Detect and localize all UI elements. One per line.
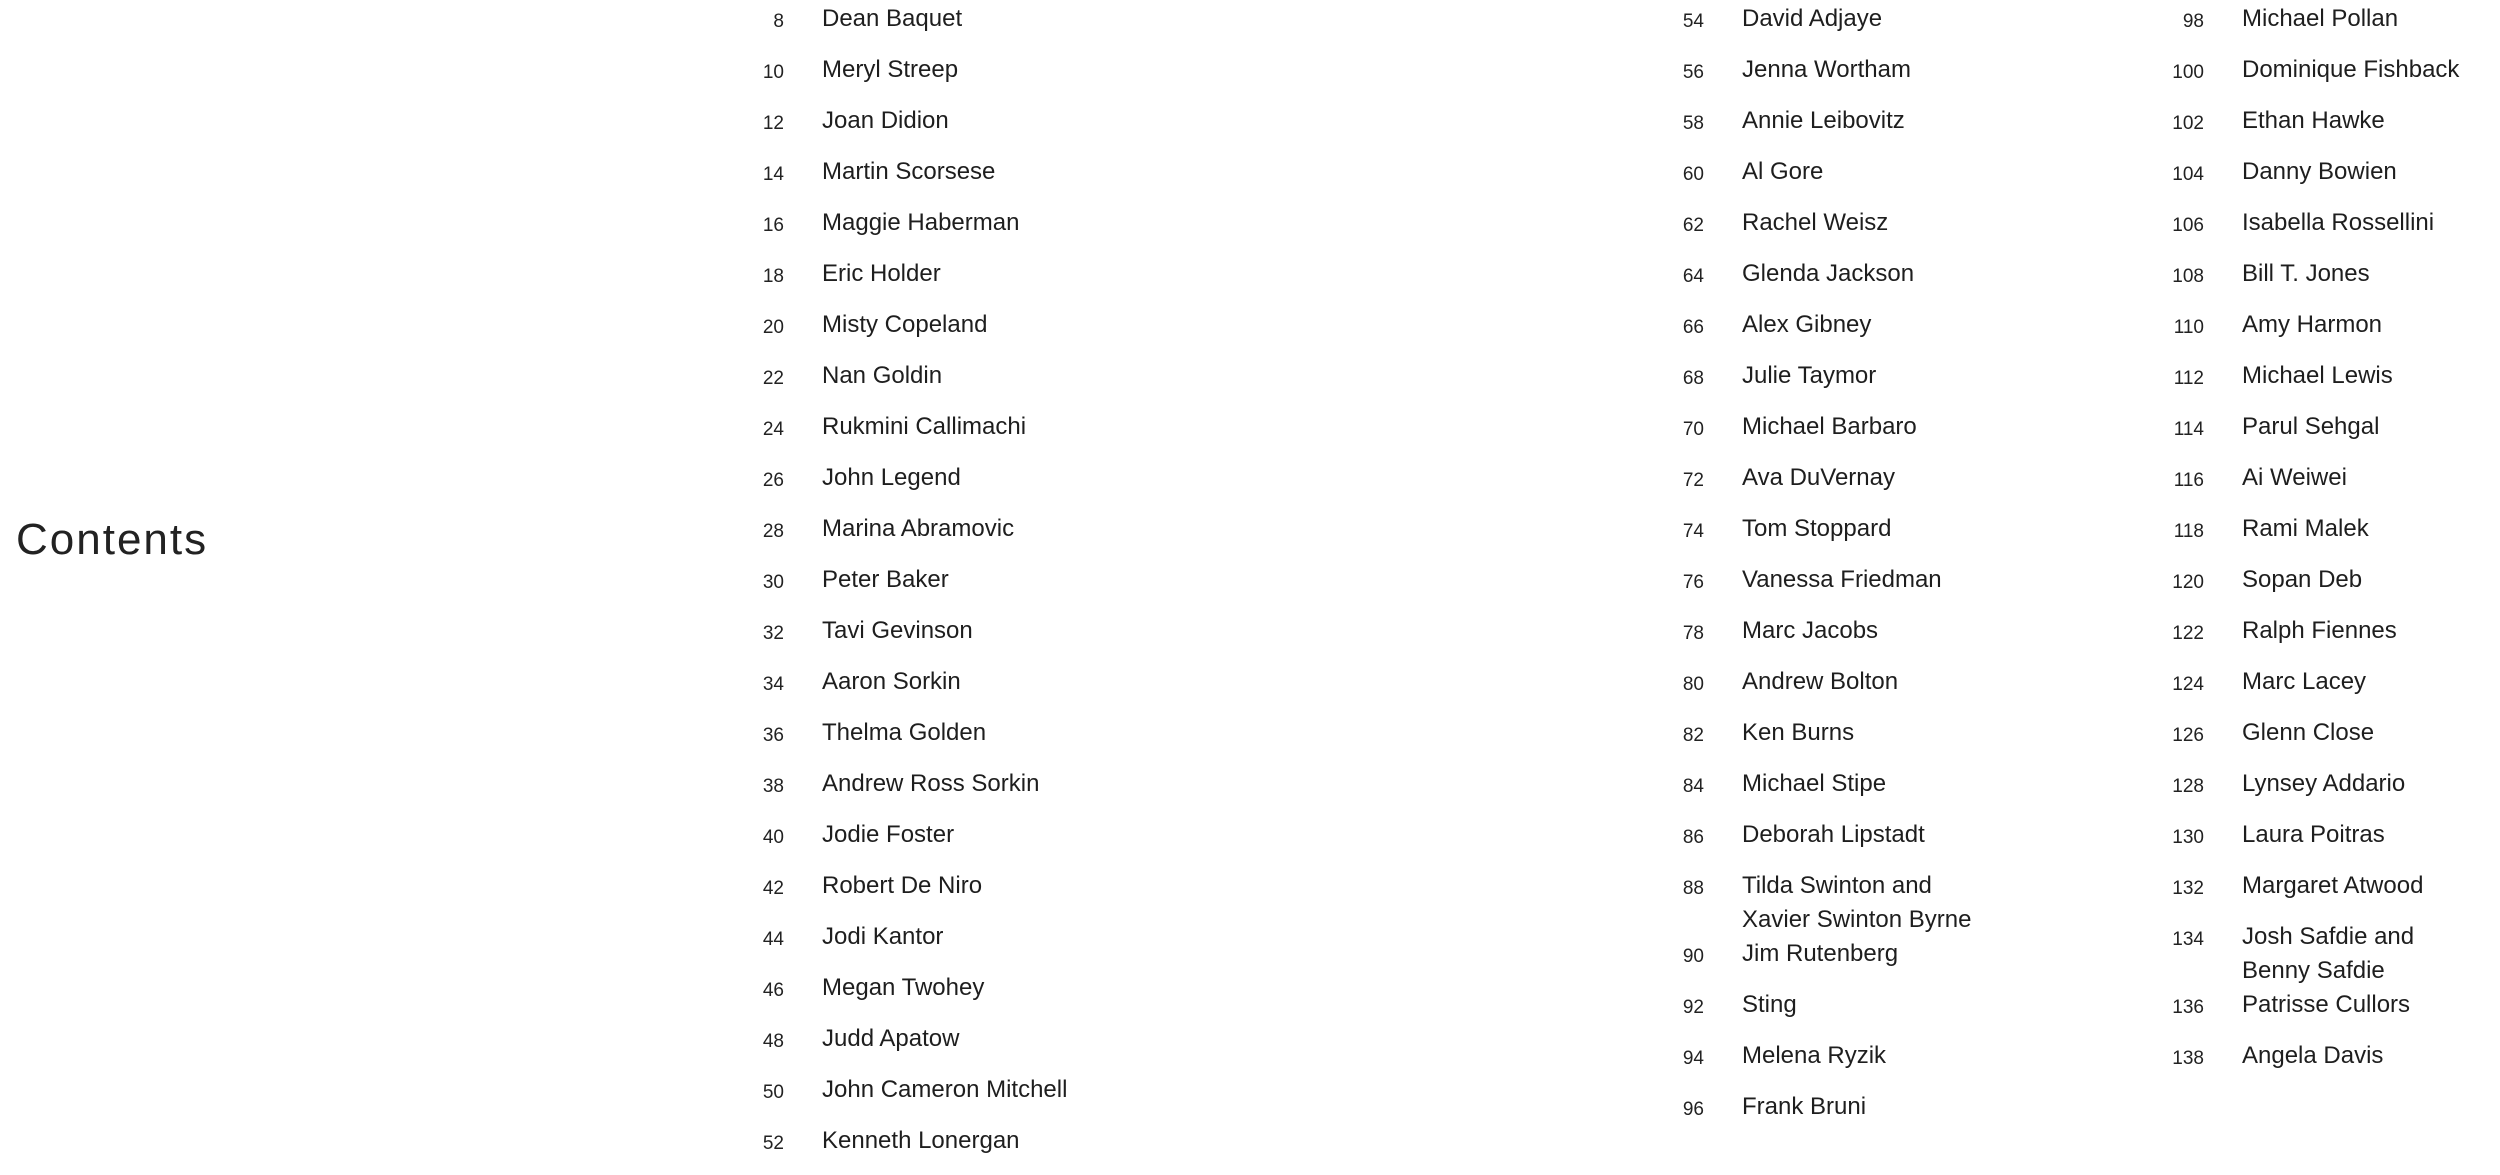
page-number: 98 <box>2182 11 2204 32</box>
page-number: 130 <box>2172 827 2204 848</box>
entry-name <box>822 257 941 291</box>
entry-name-line: Tilda Swinton and <box>1742 872 1932 899</box>
page-number: 36 <box>762 725 784 746</box>
contents-entry <box>2160 257 2459 308</box>
contents-entry <box>740 155 1067 206</box>
contents-entry <box>740 1124 1067 1175</box>
contents-entry <box>1660 308 1971 359</box>
page-number: 64 <box>1682 266 1704 287</box>
contents-entry <box>740 920 1067 971</box>
entry-name <box>1742 818 1925 852</box>
entry-name-line: Vanessa Friedman <box>1742 566 1942 593</box>
entry-name <box>822 155 995 189</box>
entry-name <box>2242 206 2434 240</box>
entry-name <box>1742 2 1882 36</box>
entry-name-line: Rachel Weisz <box>1742 209 1889 236</box>
page-number: 44 <box>762 929 784 950</box>
entry-name-line: Judd Apatow <box>822 1025 960 1052</box>
contents-entry <box>740 614 1067 665</box>
page-number: 134 <box>2172 929 2204 950</box>
entry-name-line: Sting <box>1742 991 1797 1018</box>
entry-name <box>1742 614 1878 648</box>
contents-entry <box>740 512 1067 563</box>
contents-entry <box>740 308 1067 359</box>
contents-entry <box>740 206 1067 257</box>
page-number: 114 <box>2173 419 2204 440</box>
entry-name <box>2242 308 2382 342</box>
contents-entry <box>2160 869 2459 920</box>
page-number: 132 <box>2172 878 2204 899</box>
entry-name-line: Lynsey Addario <box>2242 770 2406 797</box>
contents-entry <box>1660 818 1971 869</box>
entry-name <box>1742 257 1914 291</box>
entry-name-line: Joan Didion <box>822 107 949 134</box>
entry-name <box>822 104 949 138</box>
contents-entry <box>2160 563 2459 614</box>
entry-name <box>1742 206 1888 240</box>
contents-entry <box>740 1073 1067 1124</box>
contents-entry <box>1660 1090 1971 1141</box>
page-number: 82 <box>1682 725 1704 746</box>
contents-entry <box>740 563 1067 614</box>
entry-name <box>822 359 942 393</box>
contents-entry <box>1660 206 1971 257</box>
entry-name-line: Andrew Bolton <box>1742 668 1899 695</box>
entry-name <box>822 1073 1067 1107</box>
entry-name-line: Rami Malek <box>2242 515 2369 542</box>
entry-name-line: Frank Bruni <box>1742 1093 1867 1120</box>
page-number: 102 <box>2172 113 2204 134</box>
entry-name-line: Tom Stoppard <box>1742 515 1892 542</box>
entry-name <box>2242 920 2414 988</box>
contents-entry <box>1660 1039 1971 1090</box>
entry-name-line: Andrew Ross Sorkin <box>822 770 1040 797</box>
page-number: 16 <box>762 215 784 236</box>
contents-entry <box>2160 359 2459 410</box>
contents-entry <box>740 257 1067 308</box>
entry-name-line: David Adjaye <box>1742 5 1883 32</box>
entry-name <box>2242 2 2398 36</box>
entry-name-line: Tavi Gevinson <box>822 617 973 644</box>
entry-name-line: Ava DuVernay <box>1742 464 1895 491</box>
entry-name-line: Jodi Kantor <box>822 923 944 950</box>
contents-entry <box>740 665 1067 716</box>
entry-name-line: Benny Safdie <box>2242 957 2385 984</box>
entry-name-line: Michael Lewis <box>2242 362 2393 389</box>
entry-name-line: Dean Baquet <box>822 5 963 32</box>
page-number: 120 <box>2172 572 2204 593</box>
entry-name-line: Jenna Wortham <box>1742 56 1911 83</box>
page-number: 22 <box>762 368 784 389</box>
contents-entry <box>2160 614 2459 665</box>
entry-name <box>1742 410 1917 444</box>
page-number: 42 <box>762 878 784 899</box>
entry-name-line: Megan Twohey <box>822 974 985 1001</box>
contents-entry <box>740 359 1067 410</box>
entry-name <box>1742 767 1886 801</box>
contents-entry <box>2160 716 2459 767</box>
entry-name <box>822 665 961 699</box>
entry-name <box>2242 104 2385 138</box>
entry-name <box>822 920 943 954</box>
contents-entry <box>740 461 1067 512</box>
entry-name-line: Glenn Close <box>2242 719 2375 746</box>
page-number: 104 <box>2172 164 2204 185</box>
page-number: 20 <box>762 317 784 338</box>
contents-entry <box>1660 767 1971 818</box>
entry-name-line: John Cameron Mitchell <box>822 1076 1068 1103</box>
entry-name <box>2242 461 2347 495</box>
entry-name <box>2242 767 2405 801</box>
page-number: 66 <box>1682 317 1704 338</box>
page-number: 60 <box>1682 164 1704 185</box>
page-number: 96 <box>1682 1099 1704 1120</box>
contents-entry <box>1660 257 1971 308</box>
contents-entry <box>740 410 1067 461</box>
contents-entry <box>1660 155 1971 206</box>
page-number: 78 <box>1682 623 1704 644</box>
page-number: 106 <box>2172 215 2204 236</box>
entry-name <box>822 206 1019 240</box>
entry-name <box>2242 869 2423 903</box>
contents-entry <box>2160 308 2459 359</box>
page-number: 86 <box>1682 827 1704 848</box>
entry-name <box>822 53 958 87</box>
entry-name-line: Jim Rutenberg <box>1742 940 1899 967</box>
entry-name-line: Xavier Swinton Byrne <box>1742 906 1972 933</box>
page-number: 74 <box>1682 521 1704 542</box>
entry-name-line: Marina Abramovic <box>822 515 1015 542</box>
contents-entry <box>2160 1039 2459 1090</box>
contents-entry <box>2160 461 2459 512</box>
page-number: 26 <box>762 470 784 491</box>
contents-column-1 <box>740 2 1067 1175</box>
page-number: 100 <box>2172 62 2204 83</box>
entry-name <box>1742 716 1854 750</box>
entry-name-line: Sopan Deb <box>2242 566 2363 593</box>
page-number: 92 <box>1682 997 1704 1018</box>
entry-name-line: Kenneth Lonergan <box>822 1127 1020 1154</box>
entry-name <box>2242 818 2385 852</box>
contents-entry <box>740 767 1067 818</box>
entry-name-line: Al Gore <box>1742 158 1824 185</box>
page-number: 18 <box>762 266 784 287</box>
contents-entry <box>2160 53 2459 104</box>
entry-name-line: Parul Sehgal <box>2242 413 2380 440</box>
page-number: 118 <box>2173 521 2204 542</box>
entry-name-line: Aaron Sorkin <box>822 668 961 695</box>
entry-name <box>1742 512 1891 546</box>
entry-name <box>822 2 962 36</box>
entry-name-line: Laura Poitras <box>2242 821 2385 848</box>
contents-entry <box>1660 53 1971 104</box>
entry-name <box>2242 716 2374 750</box>
contents-entry <box>2160 512 2459 563</box>
entry-name <box>2242 1039 2383 1073</box>
entry-name <box>822 410 1026 444</box>
entry-name <box>822 512 1014 546</box>
entry-name-line: Deborah Lipstadt <box>1742 821 1925 848</box>
contents-entry <box>740 971 1067 1022</box>
entry-name <box>822 971 984 1005</box>
entry-name <box>1742 461 1895 495</box>
entry-name-line: Marc Lacey <box>2242 668 2367 695</box>
contents-entry <box>2160 988 2459 1039</box>
entry-name-line: Annie Leibovitz <box>1742 107 1905 134</box>
page-number: 126 <box>2172 725 2204 746</box>
entry-name <box>2242 155 2397 189</box>
entry-name <box>2242 512 2369 546</box>
page-number: 8 <box>773 11 784 32</box>
entry-name-line: Jodie Foster <box>822 821 955 848</box>
entry-name-line: Marc Jacobs <box>1742 617 1879 644</box>
entry-name-line: Patrisse Cullors <box>2242 991 2411 1018</box>
entry-name-line: Rukmini Callimachi <box>822 413 1027 440</box>
entry-name-line: Melena Ryzik <box>1742 1042 1887 1069</box>
entry-name <box>2242 614 2397 648</box>
contents-entry <box>2160 920 2459 988</box>
entry-name-line: Michael Barbaro <box>1742 413 1917 440</box>
contents-entry <box>1660 461 1971 512</box>
entry-name <box>1742 104 1905 138</box>
entry-name <box>1742 1090 1866 1124</box>
page-number: 30 <box>762 572 784 593</box>
page-number: 24 <box>762 419 784 440</box>
contents-entry <box>1660 988 1971 1039</box>
entry-name <box>822 818 954 852</box>
page-number: 138 <box>2172 1048 2204 1069</box>
entry-name-line: Ken Burns <box>1742 719 1855 746</box>
page-number: 58 <box>1682 113 1704 134</box>
contents-entry <box>2160 104 2459 155</box>
contents-column-2 <box>1660 2 1971 1141</box>
entry-name <box>822 1124 1020 1158</box>
page-number: 136 <box>2172 997 2204 1018</box>
page-number: 46 <box>762 980 784 1001</box>
page-number: 68 <box>1682 368 1704 389</box>
contents-entry <box>2160 767 2459 818</box>
page-number: 12 <box>762 113 784 134</box>
entry-name <box>1742 665 1898 699</box>
contents-column-3 <box>2160 2 2459 1090</box>
contents-entry <box>2160 665 2459 716</box>
page-number: 48 <box>762 1031 784 1052</box>
contents-entry <box>2160 155 2459 206</box>
page-number: 62 <box>1682 215 1704 236</box>
page-number: 32 <box>762 623 784 644</box>
contents-entry <box>740 869 1067 920</box>
page-number: 116 <box>2173 470 2204 491</box>
entry-name <box>2242 665 2366 699</box>
page-number: 70 <box>1682 419 1704 440</box>
entry-name <box>822 767 1039 801</box>
entry-name <box>822 614 973 648</box>
contents-entry <box>740 104 1067 155</box>
contents-entry <box>1660 869 1971 937</box>
contents-entry <box>1660 665 1971 716</box>
entry-name <box>822 716 986 750</box>
page-number: 56 <box>1682 62 1704 83</box>
entry-name <box>2242 53 2459 87</box>
entry-name <box>1742 155 1823 189</box>
page-number: 110 <box>2173 317 2204 338</box>
entry-name-line: Amy Harmon <box>2242 311 2383 338</box>
entry-name-line: Peter Baker <box>822 566 949 593</box>
page-number: 54 <box>1682 11 1704 32</box>
contents-entry <box>1660 104 1971 155</box>
entry-name <box>1742 988 1797 1022</box>
page-number: 84 <box>1682 776 1704 797</box>
entry-name-line: Bill T. Jones <box>2242 260 2370 287</box>
page-number: 76 <box>1682 572 1704 593</box>
entry-name-line: Margaret Atwood <box>2242 872 2424 899</box>
contents-entry <box>1660 410 1971 461</box>
page-title: Contents <box>16 515 209 564</box>
entry-name-line: Michael Pollan <box>2242 5 2399 32</box>
contents-entry <box>2160 206 2459 257</box>
contents-entry <box>740 53 1067 104</box>
contents-entry <box>1660 359 1971 410</box>
contents-entry <box>1660 2 1971 53</box>
entry-name-line: Misty Copeland <box>822 311 988 338</box>
entry-name-line: Angela Davis <box>2242 1042 2384 1069</box>
entry-name <box>2242 359 2393 393</box>
entry-name-line: Eric Holder <box>822 260 941 287</box>
contents-entry <box>740 716 1067 767</box>
page-number: 38 <box>762 776 784 797</box>
entry-name <box>1742 563 1942 597</box>
page-number: 112 <box>2173 368 2204 389</box>
contents-entry <box>1660 512 1971 563</box>
entry-name <box>822 563 949 597</box>
contents-entry <box>1660 716 1971 767</box>
page-number: 40 <box>762 827 784 848</box>
page-number: 90 <box>1682 946 1704 967</box>
contents-entry <box>2160 2 2459 53</box>
entry-name <box>1742 53 1911 87</box>
entry-name-line: Glenda Jackson <box>1742 260 1915 287</box>
page-number: 72 <box>1682 470 1704 491</box>
contents-entry <box>740 2 1067 53</box>
contents-entry <box>2160 410 2459 461</box>
page-number: 80 <box>1682 674 1704 695</box>
entry-name-line: Ai Weiwei <box>2242 464 2347 491</box>
entry-name <box>2242 410 2379 444</box>
entry-name-line: Isabella Rossellini <box>2242 209 2435 236</box>
entry-name-line: Michael Stipe <box>1742 770 1887 797</box>
page-number: 88 <box>1682 878 1704 899</box>
entry-name <box>2242 988 2410 1022</box>
contents-entry <box>2160 818 2459 869</box>
entry-name <box>1742 869 1971 937</box>
page-number: 128 <box>2172 776 2204 797</box>
entry-name <box>1742 359 1876 393</box>
page-number: 28 <box>762 521 784 542</box>
entry-name <box>2242 563 2362 597</box>
page-number: 50 <box>762 1082 784 1103</box>
entry-name-line: Dominique Fishback <box>2242 56 2460 83</box>
contents-entry <box>740 1022 1067 1073</box>
contents-entry <box>1660 937 1971 988</box>
entry-name <box>1742 1039 1886 1073</box>
entry-name-line: Danny Bowien <box>2242 158 2397 185</box>
entry-name-line: Ethan Hawke <box>2242 107 2385 134</box>
entry-name-line: Julie Taymor <box>1742 362 1877 389</box>
entry-name <box>822 308 987 342</box>
entry-name-line: Ralph Fiennes <box>2242 617 2397 644</box>
page-number: 122 <box>2172 623 2204 644</box>
page-number: 108 <box>2172 266 2204 287</box>
entry-name-line: Maggie Haberman <box>822 209 1020 236</box>
entry-name-line: Thelma Golden <box>822 719 987 746</box>
page-number: 94 <box>1682 1048 1704 1069</box>
entry-name <box>1742 937 1898 971</box>
entry-name <box>822 869 982 903</box>
entry-name <box>822 461 961 495</box>
contents-entry <box>1660 614 1971 665</box>
page-number: 10 <box>762 62 784 83</box>
page-number: 34 <box>762 674 784 695</box>
page-number: 14 <box>762 164 784 185</box>
entry-name-line: Meryl Streep <box>822 56 959 83</box>
entry-name-line: Robert De Niro <box>822 872 983 899</box>
page-number: 52 <box>762 1133 784 1154</box>
contents-entry <box>740 818 1067 869</box>
entry-name-line: Josh Safdie and <box>2242 923 2415 950</box>
entry-name <box>1742 308 1871 342</box>
entry-name <box>2242 257 2370 291</box>
contents-entry <box>1660 563 1971 614</box>
entry-name <box>822 1022 959 1056</box>
entry-name-line: Nan Goldin <box>822 362 943 389</box>
page-number: 124 <box>2172 674 2204 695</box>
entry-name-line: Martin Scorsese <box>822 158 996 185</box>
entry-name-line: John Legend <box>822 464 961 491</box>
entry-name-line: Alex Gibney <box>1742 311 1872 338</box>
